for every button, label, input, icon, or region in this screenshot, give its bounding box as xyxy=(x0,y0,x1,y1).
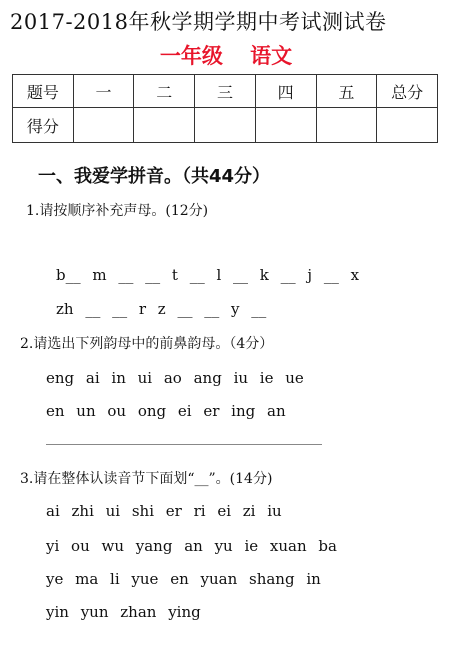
question-1-prompt: 1.请按顺序补充声母。(12分) xyxy=(26,203,209,219)
score-cell[interactable] xyxy=(316,108,377,143)
score-cell[interactable] xyxy=(377,108,438,143)
question-2-prompt: 2.请选出下列韵母中的前鼻韵母。（4分） xyxy=(20,336,274,352)
answer-line[interactable] xyxy=(46,444,322,445)
section-1-title: 一、我爱学拼音。（共44分） xyxy=(38,166,271,187)
subject-label: 语文 xyxy=(250,44,293,68)
score-header-cell: 四 xyxy=(255,75,316,108)
score-cell[interactable] xyxy=(255,108,316,143)
question-2-line-2: en un ou ong ei er ing an xyxy=(46,402,286,420)
score-cell[interactable] xyxy=(73,108,134,143)
question-2-line-1: eng ai in ui ao ang iu ie ue xyxy=(46,369,304,387)
question-3-line-3: ye ma li yue en yuan shang in xyxy=(46,570,321,588)
score-header-cell: 三 xyxy=(195,75,256,108)
score-row-label: 得分 xyxy=(13,108,74,143)
question-3-prompt: 3.请在整体认读音节下面划“__”。(14分) xyxy=(20,471,273,487)
score-cell[interactable] xyxy=(195,108,256,143)
score-header-cell: 题号 xyxy=(13,75,74,108)
score-header-cell: 总分 xyxy=(377,75,438,108)
question-1-line-1: b__ m __ __ t __ l __ k __ j __ x xyxy=(56,266,360,284)
question-3-line-2: yi ou wu yang an yu ie xuan ba xyxy=(46,537,337,555)
score-table xyxy=(12,74,438,143)
score-table-score-row xyxy=(13,108,438,143)
question-1-line-2: zh __ __ r z __ __ y __ xyxy=(56,300,267,318)
score-cell[interactable] xyxy=(134,108,195,143)
score-header-cell: 一 xyxy=(73,75,134,108)
exam-title: 2017-2018年秋学期学期中考试测试卷 xyxy=(10,10,387,34)
question-3-line-1: ai zhi ui shi er ri ei zi iu xyxy=(46,502,282,520)
score-header-cell: 五 xyxy=(316,75,377,108)
exam-subtitle xyxy=(0,40,452,70)
score-table-header-row xyxy=(13,75,438,108)
score-header-cell: 二 xyxy=(134,75,195,108)
grade-label: 一年级 xyxy=(159,44,223,68)
question-3-line-4: yin yun zhan ying xyxy=(46,603,201,621)
